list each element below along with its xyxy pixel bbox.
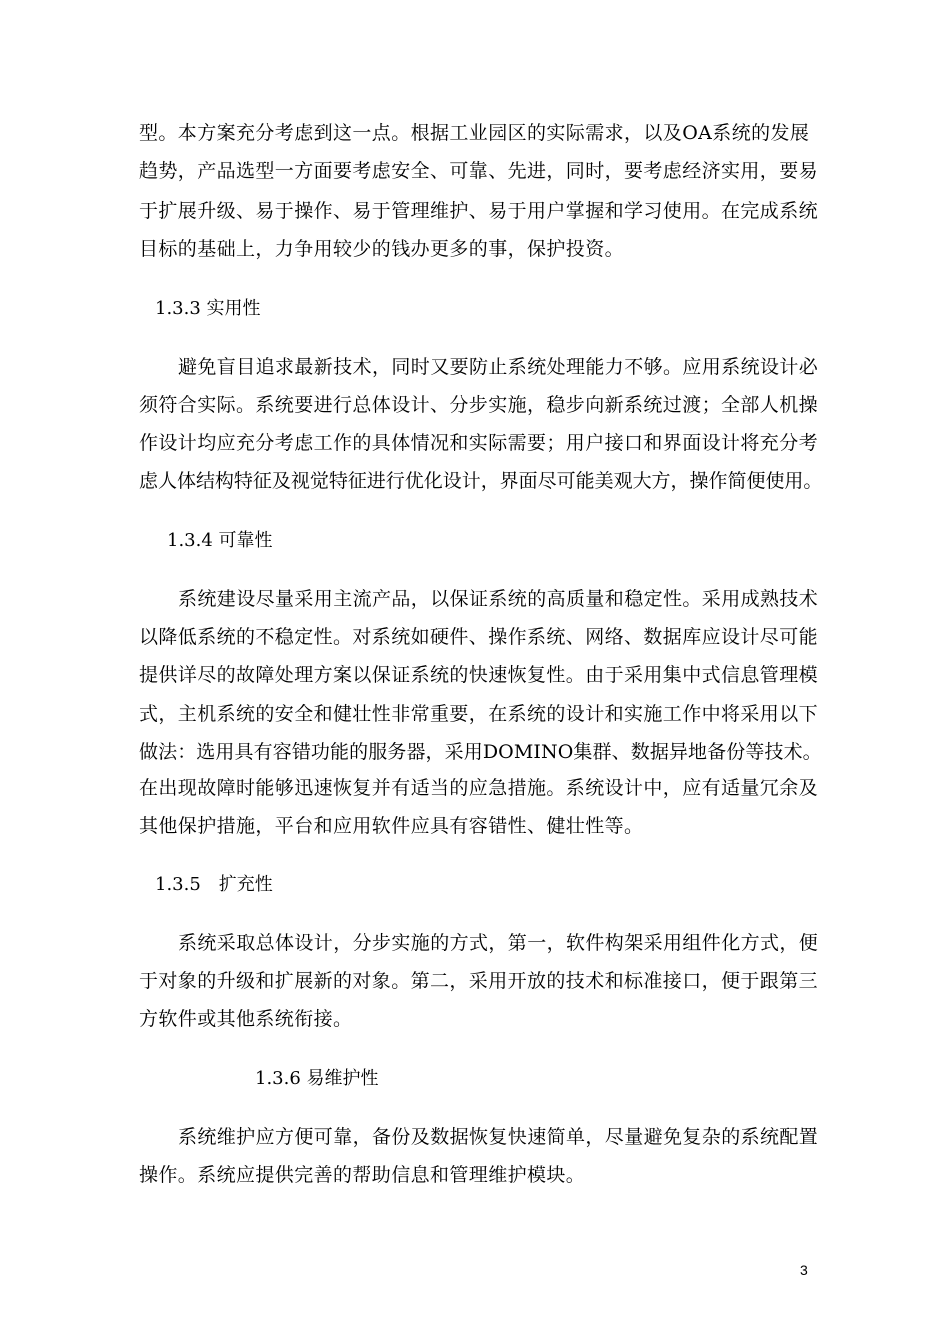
paragraph-line: 于对象的升级和扩展新的对象。第二，采用开放的技术和标准接口，便于跟第三	[139, 970, 819, 992]
paragraph-line: 趋势，产品选型一方面要考虑安全、可靠、先进，同时，要考虑经济实用，要易	[139, 160, 819, 182]
section-heading-scalability: 1.3.5 扩充性	[155, 874, 273, 895]
paragraph-line: 做法：选用具有容错功能的服务器，采用DOMINO集群、数据异地备份等技术。	[139, 741, 822, 763]
paragraph-line: 提供详尽的故障处理方案以保证系统的快速恢复性。由于采用集中式信息管理模	[139, 664, 819, 686]
paragraph-line: 其他保护措施，平台和应用软件应具有容错性、健壮性等。	[139, 815, 644, 837]
paragraph-line: 于扩展升级、易于操作、易于管理维护、易于用户掌握和学习使用。在完成系统	[139, 200, 819, 222]
section-heading-reliability: 1.3.4 可靠性	[167, 530, 273, 551]
page-number: 3	[800, 1262, 808, 1278]
paragraph-line: 作设计均应充分考虑工作的具体情况和实际需要；用户接口和界面设计将充分考	[139, 432, 819, 454]
section-heading-practicality: 1.3.3 实用性	[155, 298, 261, 319]
paragraph-line: 以降低系统的不稳定性。对系统如硬件、操作系统、网络、数据库应设计尽可能	[139, 626, 819, 648]
paragraph-line: 避免盲目追求最新技术，同时又要防止系统处理能力不够。应用系统设计必	[178, 356, 819, 378]
paragraph-line: 虑人体结构特征及视觉特征进行优化设计，界面尽可能美观大方，操作简便使用。	[139, 470, 823, 492]
section-heading-maintainability: 1.3.6 易维护性	[255, 1068, 379, 1089]
paragraph-line: 方软件或其他系统衔接。	[139, 1008, 353, 1030]
paragraph-line: 系统采取总体设计，分步实施的方式，第一，软件构架采用组件化方式，便	[178, 932, 819, 954]
paragraph-line: 目标的基础上，力争用较少的钱办更多的事，保护投资。	[139, 238, 625, 260]
paragraph-line: 系统维护应方便可靠，备份及数据恢复快速简单，尽量避免复杂的系统配置	[178, 1126, 819, 1148]
paragraph-line: 系统建设尽量采用主流产品，以保证系统的高质量和稳定性。采用成熟技术	[178, 588, 819, 610]
paragraph-line: 须符合实际。系统要进行总体设计、分步实施，稳步向新系统过渡；全部人机操	[139, 394, 819, 416]
paragraph-line: 式，主机系统的安全和健壮性非常重要，在系统的设计和实施工作中将采用以下	[139, 703, 819, 725]
paragraph-line: 型。本方案充分考虑到这一点。根据工业园区的实际需求，以及OA系统的发展	[139, 122, 810, 144]
paragraph-line: 操作。系统应提供完善的帮助信息和管理维护模块。	[139, 1164, 586, 1186]
paragraph-line: 在出现故障时能够迅速恢复并有适当的应急措施。系统设计中，应有适量冗余及	[139, 777, 819, 799]
